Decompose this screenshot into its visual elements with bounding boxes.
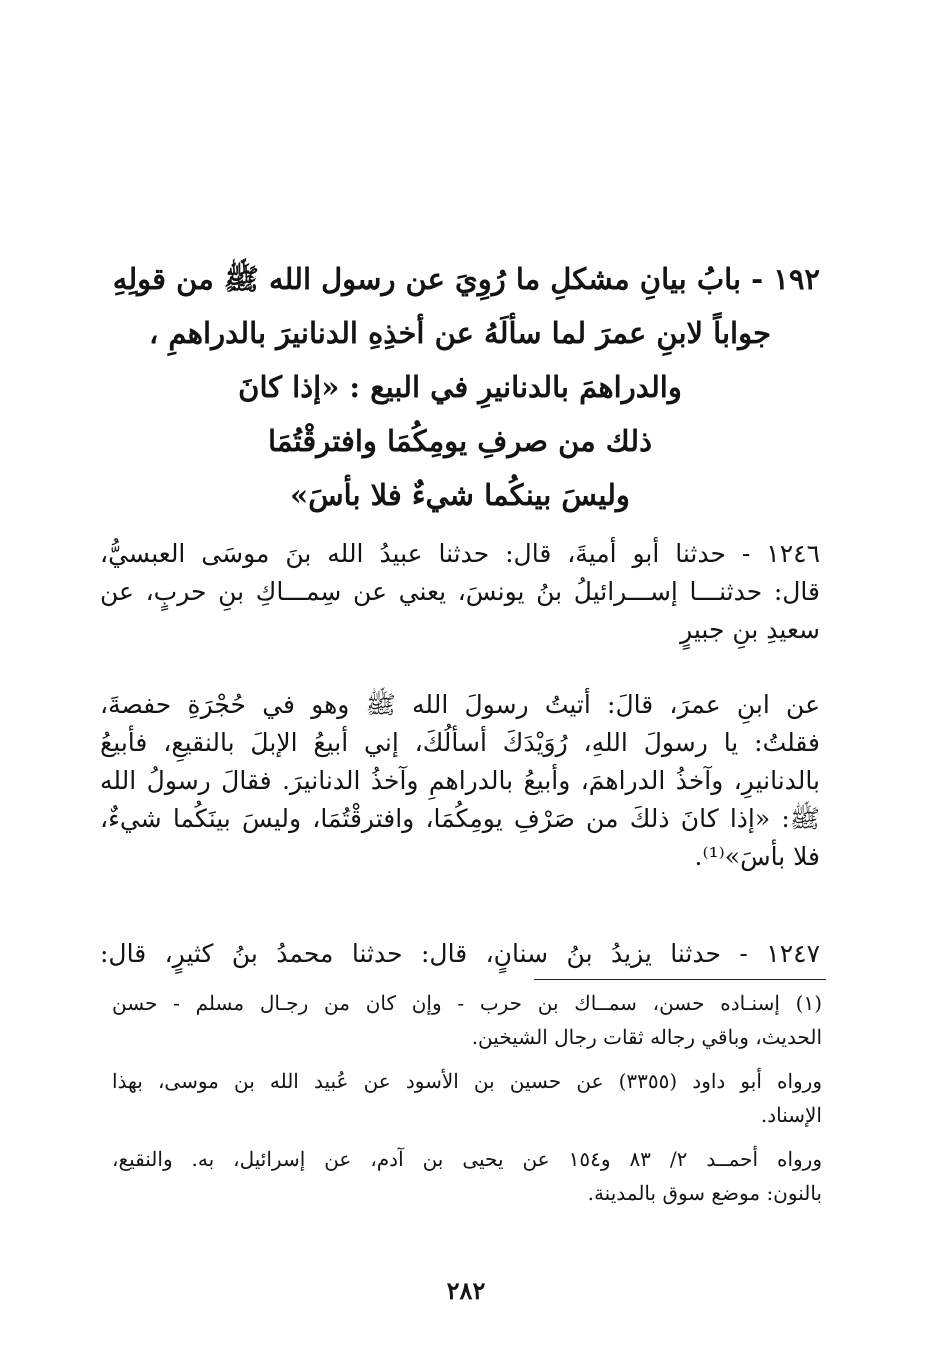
text-line: فلا بأسَ»⁽¹⁾. xyxy=(694,842,820,871)
text-line: بالدنانيرِ، وآخذُ الدراهمَ، وأبيعُ بالدراهمِ وآخذُ الدنانيرَ. فقالَ رسولُ الله xyxy=(100,766,820,795)
footnote xyxy=(112,1142,822,1210)
footnote xyxy=(112,986,822,1054)
hadith-1246-isnad xyxy=(100,535,820,649)
footnote-divider xyxy=(534,979,826,980)
chapter-heading xyxy=(100,252,820,522)
chapter-heading-line: ذلك من صرفِ يومِكُمَا وافترقْتُمَا xyxy=(268,424,652,458)
text-line: ﷺ: «إذا كانَ ذلكَ من صَرْفِ يومِكُمَا، وافترقْتُمَا، وليسَ بينَكُما شيءٌ، xyxy=(100,804,820,833)
text-line: قال: حدثنـــا إســـرائيلُ بنُ يونسَ، يعني عن سِمـــاكِ بنِ حربٍ، عن xyxy=(100,577,820,606)
text-line: فقلتُ: يا رسولَ اللهِ، رُوَيْدَكَ أسألُكَ، إني أبيعُ الإبلَ بالنقيعِ، فأبيعُ xyxy=(100,728,820,757)
footnote-line: (١) إسنـاده حسن، سمــاك بن حرب - وإن كان من رجـال مسلم - حسن xyxy=(112,991,822,1015)
chapter-heading-line: جواباً لابنِ عمرَ لما سألَهُ عن أخذِهِ الدنانيرَ بالدراهمِ ، xyxy=(148,316,772,350)
hadith-1247 xyxy=(100,935,820,973)
text-line: ١٢٤٧ - حدثنا يزيدُ بنُ سنانٍ، قال: حدثنا محمدُ بنُ كثيرٍ، قال: xyxy=(100,939,820,968)
footnote-line: الحديث، وباقي رجاله ثقات رجال الشيخين. xyxy=(471,1025,822,1049)
chapter-heading-line: وليسَ بينكُما شيءٌ فلا بأسَ» xyxy=(290,478,630,512)
text-line: سعيدِ بنِ جبيرٍ xyxy=(680,615,820,644)
hadith-1246-matn xyxy=(100,686,820,876)
footnote-line: بالنون: موضع سوق بالمدينة. xyxy=(587,1181,822,1205)
text-line: ١٢٤٦ - حدثنا أبو أميةَ، قال: حدثنا عبيدُ الله بنَ موسَى العبسيُّ، xyxy=(100,539,820,568)
text-line: عن ابنِ عمرَ، قالَ: أتيتُ رسولَ الله ﷺ وهو في حُجْرَةِ حفصةَ، xyxy=(100,690,820,719)
chapter-heading-line: ١٩٢ - بابُ بيانِ مشكلِ ما رُوِيَ عن رسول الله ﷺ من قولِهِ xyxy=(112,262,820,296)
footnote xyxy=(112,1064,822,1132)
footnote-line: ورواه أحمــد ٢/ ٨٣ و١٥٤ عن يحيى بن آدم، عن إسرائيل، به. والنقيع، xyxy=(112,1147,822,1171)
chapter-heading-line: والدراهمَ بالدنانيرِ في البيع : «إذا كانَ xyxy=(238,370,682,404)
footnote-line: ورواه أبو داود (٣٣٥٥) عن حسين بن الأسود عن عُبيد الله بن موسى، بهذا xyxy=(112,1069,822,1093)
page-number: ٢٨٢ xyxy=(446,1276,486,1305)
footnote-line: الإسناد. xyxy=(760,1103,822,1127)
footnotes xyxy=(112,986,822,1220)
